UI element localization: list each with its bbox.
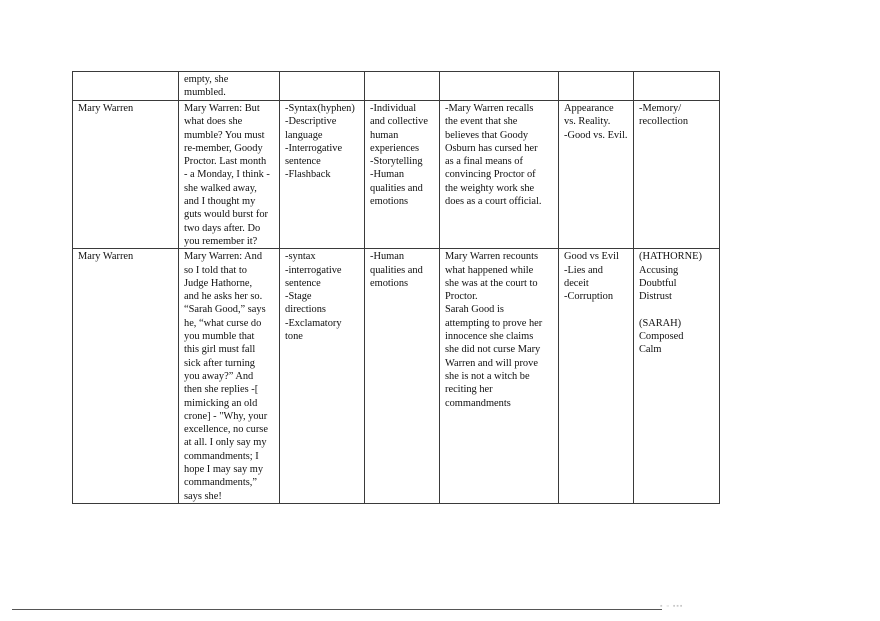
character-cell: Mary Warren [73, 101, 179, 249]
analysis-table [72, 71, 720, 504]
theme-link-cell: -Individual and collective human experiences -Storytelling -Human qualities and emotions [365, 101, 440, 249]
footer-divider [12, 609, 662, 610]
notes-cell [634, 72, 720, 101]
technique-cell: -syntax -interrogative sentence -Stage directions -Exclamatory tone [280, 249, 365, 504]
table-row [73, 249, 720, 504]
theme-link-cell [365, 72, 440, 101]
character-cell: Mary Warren [73, 249, 179, 504]
character-cell [73, 72, 179, 101]
theme-cell: Good vs Evil -Lies and deceit -Corruption [559, 249, 634, 504]
table-row [73, 101, 720, 249]
explanation-cell [440, 72, 559, 101]
quote-cell: Mary Warren: But what does she mumble? You must re-member, Goody Proctor. Last month - a Monday, I think - she walked away, and I thought my guts would burst for two days after. Do you remember it? [179, 101, 280, 249]
technique-cell: -Syntax(hyphen) -Descriptive language -Interrogative sentence -Flashback [280, 101, 365, 249]
notes-cell: (HATHORNE) Accusing Doubtful Distrust (SARAH) Composed Calm [634, 249, 720, 504]
explanation-cell: Mary Warren recounts what happened while she was at the court to Proctor. Sarah Good is attempting to prove her innocence she claims she did not curse Mary Warren and will prove she is not a witch be reciting her commandments [440, 249, 559, 504]
theme-cell: Appearance vs. Reality. -Good vs. Evil. [559, 101, 634, 249]
notes-cell: -Memory/ recollection [634, 101, 720, 249]
quote-cell: Mary Warren: And so I told that to Judge Hathorne, and he asks her so. “Sarah Good,” says he, “what curse do you mumble that this girl must fall sick after turning you away?” And then she replies -[ mimicking an old crone] - "Why, your excellence, no curse at all. I only say my commandments; I hope I may say my commandments,” says she! [179, 249, 280, 504]
theme-cell [559, 72, 634, 101]
technique-cell [280, 72, 365, 101]
footer-watermark-icon: ▪ ▫ ▪▪▪ [660, 603, 684, 610]
quote-cell: empty, she mumbled. [179, 72, 280, 101]
theme-link-cell: -Human qualities and emotions [365, 249, 440, 504]
explanation-cell: -Mary Warren recalls the event that she believes that Goody Osburn has cursed her as a final means of convincing Proctor of the weighty work she does as a court official. [440, 101, 559, 249]
table-row [73, 72, 720, 101]
